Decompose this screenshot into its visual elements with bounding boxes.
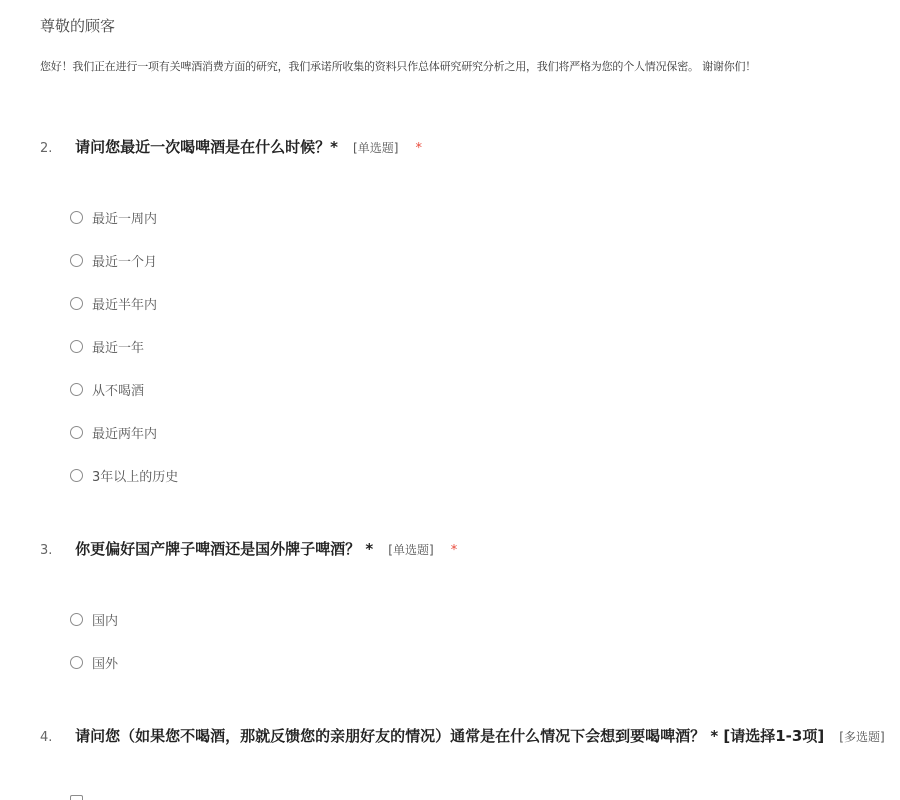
option-label: 最近一周内: [92, 212, 158, 227]
option-label: 从不喝酒: [92, 384, 145, 399]
question-type-badge: [单选题]: [353, 141, 399, 155]
required-marker: *: [415, 141, 423, 156]
question-2: [40, 136, 900, 157]
radio-button[interactable]: [70, 613, 83, 626]
option-label: 最近一年: [92, 341, 145, 356]
question-number: 4.: [40, 730, 53, 745]
option-label: 最近两年内: [92, 427, 158, 442]
radio-button[interactable]: [70, 254, 83, 267]
question-number: 3.: [40, 543, 53, 558]
option-radio[interactable]: [70, 610, 118, 629]
checkbox[interactable]: [70, 795, 83, 800]
intro-text: 您好！我们正在进行一项有关啤酒消费方面的研究，我们承诺所收集的资料只作总体研究研究分析之用，我们将严格为您的个人情况保密。 谢谢你们！: [40, 60, 757, 73]
question-type-badge: [多选题]: [839, 730, 885, 744]
radio-button[interactable]: [70, 469, 83, 482]
option-label: 最近一个月: [92, 255, 158, 270]
radio-button[interactable]: [70, 340, 83, 353]
option-radio[interactable]: [70, 380, 144, 399]
option-radio[interactable]: [70, 294, 157, 313]
question-type-badge: [单选题]: [388, 543, 434, 557]
radio-button[interactable]: [70, 297, 83, 310]
option-radio[interactable]: [70, 423, 157, 442]
radio-button[interactable]: [70, 656, 83, 669]
option-radio[interactable]: [70, 653, 118, 672]
required-marker: *: [450, 543, 458, 558]
option-label: 国内: [92, 614, 119, 629]
question-title: 请问您（如果您不喝酒，那就反馈您的亲朋好友的情况）通常是在什么情况下会想到要喝啤酒？ * [请选择1-3项]: [75, 727, 825, 745]
option-radio[interactable]: [70, 466, 178, 485]
question-title: 请问您最近一次喝啤酒是在什么时候？*: [75, 138, 338, 156]
option-radio[interactable]: [70, 337, 144, 356]
radio-button[interactable]: [70, 383, 83, 396]
option-radio[interactable]: [70, 208, 157, 227]
question-title: 你更偏好国产牌子啤酒还是国外牌子啤酒？ *: [75, 540, 374, 558]
radio-button[interactable]: [70, 426, 83, 439]
radio-button[interactable]: [70, 211, 83, 224]
question-3: [40, 538, 900, 559]
question-number: 2.: [40, 141, 53, 156]
question-4: [40, 725, 900, 746]
option-label: 国外: [92, 657, 119, 672]
option-label: 最近半年内: [92, 298, 158, 313]
option-radio[interactable]: [70, 251, 157, 270]
option-checkbox[interactable]: [70, 795, 83, 800]
greeting-heading: 尊敬的顾客: [40, 17, 116, 35]
option-label: 3年以上的历史: [92, 470, 179, 485]
